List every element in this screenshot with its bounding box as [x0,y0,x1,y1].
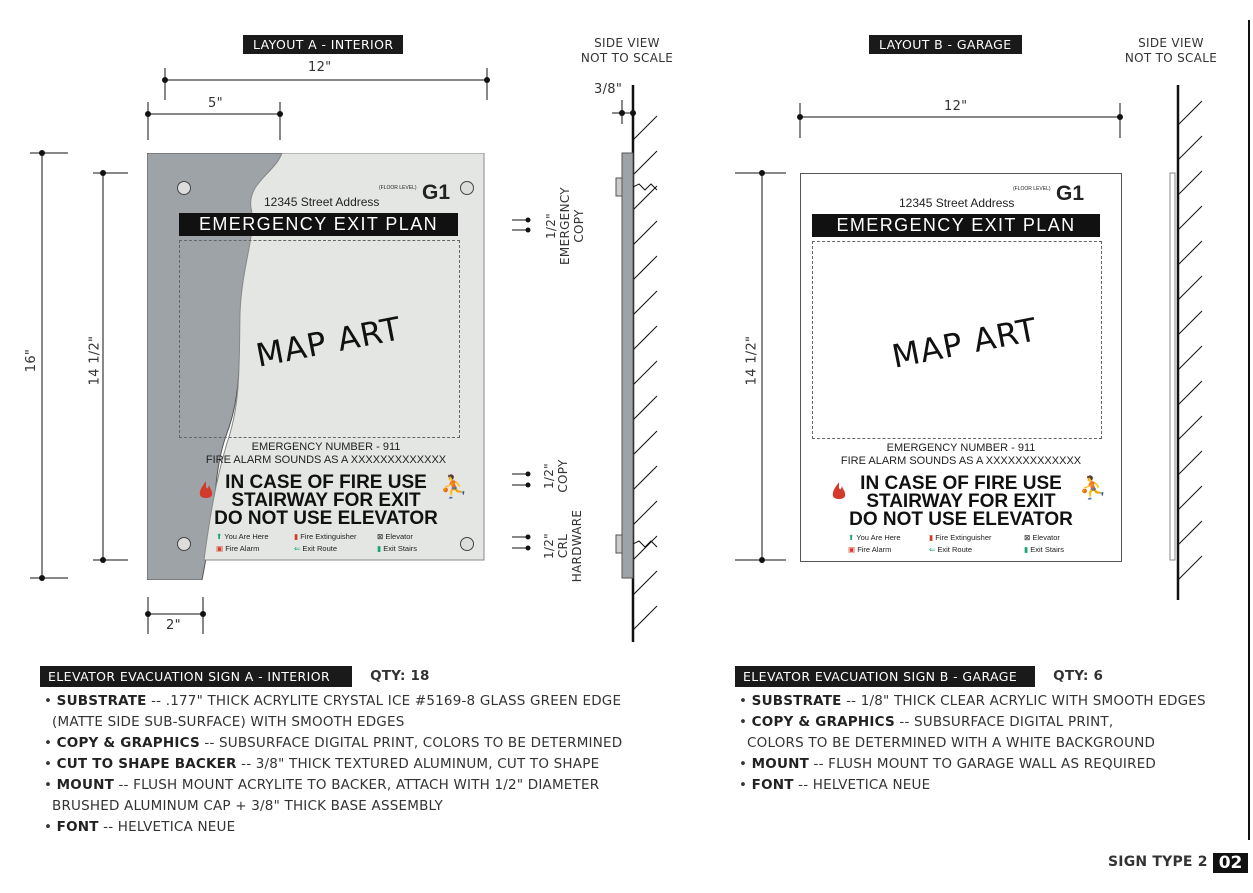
dim-2in: 2" [166,618,181,633]
layout-a-heading: LAYOUT A - INTERIOR [243,35,403,54]
spec-a-substrate: • SUBSTRATE -- .177" THICK ACRYLITE CRYSTAL ICE #5169-8 GLASS GREEN EDGE [44,693,622,709]
legend-exit-stairs: ▮ Exit Stairs [377,544,417,553]
spec-a-list [40,691,700,838]
layout-a-side-view-label [572,36,682,66]
legend-exit-route: ⇐ Exit Route [294,544,337,553]
dim-thickness: 3/8" [594,82,623,97]
dim-5in: 5" [208,96,223,111]
layout-b-side-view-label [1116,36,1226,66]
callout-hardware-dim: 1/2" [542,532,556,560]
spec-a [40,666,700,838]
callout-emergency-dim: 1/2" [544,212,558,240]
spec-a-backer: • CUT TO SHAPE BACKER -- 3/8" THICK TEXTURED ALUMINUM, CUT TO SHAPE [44,756,600,772]
sign-title: EMERGENCY EXIT PLAN [179,213,458,236]
spec-a-font: • FONT -- HELVETICA NEUE [44,819,236,835]
floor-level-label-b: (FLOOR LEVEL) [1013,186,1051,192]
dim-14-5-b: 14 1/2" [744,335,760,386]
sign-a [170,173,482,560]
callout-hardware-line-2: HARDWARE [570,509,584,583]
spec-b-heading: ELEVATOR EVACUATION SIGN B - GARAGE [735,666,1035,687]
spec-a-copy-graphics: • COPY & GRAPHICS -- SUBSURFACE DIGITAL PRINT, COLORS TO BE DETERMINED [44,735,623,751]
warning-b-line-1: IN CASE OF FIRE USE [860,473,1062,494]
legend-b-elevator: ⊠ Elevator [1024,533,1060,542]
screw-tl [177,181,191,195]
side-view-line-1: SIDE VIEW [594,36,660,50]
screw-bl [177,537,191,551]
map-art-label: MAP ART [252,309,405,375]
street-address-b: 12345 Street Address [899,196,1015,210]
spec-b-copy-graphics-cont: COLORS TO BE DETERMINED WITH A WHITE BACKGROUND [747,735,1156,751]
exit-stair-icon-b: ⛹ [1079,476,1107,501]
sign-type-footer [1108,852,1248,873]
legend-b-you-are-here: ⬆ You Are Here [848,533,901,542]
dim-width-a: 12" [308,60,332,75]
spec-a-substrate-cont: (MATTE SIDE SUB-SURFACE) WITH SMOOTH EDGES [52,714,405,730]
spec-a-qty: QTY: 18 [370,668,430,684]
emergency-number: EMERGENCY NUMBER - 911 [251,441,401,453]
side-view-b-line-1: SIDE VIEW [1138,36,1204,50]
exit-stair-icon: ⛹ [440,475,468,500]
spec-b-mount: • MOUNT -- FLUSH MOUNT TO GARAGE WALL AS REQUIRED [739,756,1157,772]
alarm-text: FIRE ALARM SOUNDS AS A XXXXXXXXXXXXX [205,454,447,466]
legend-b-fire-extinguisher: ▮ Fire Extinguisher [929,533,992,542]
screw-tr [460,181,474,195]
spec-b-font: • FONT -- HELVETICA NEUE [739,777,931,793]
callout-hardware [542,496,584,596]
sign-title-b: EMERGENCY EXIT PLAN [812,214,1100,237]
spec-b-list [735,691,1245,796]
side-view-line-2: NOT TO SCALE [580,51,674,65]
spec-b-copy-graphics: • COPY & GRAPHICS -- SUBSURFACE DIGITAL PRINT, [739,714,1114,730]
layout-b-heading: LAYOUT B - GARAGE [869,35,1022,54]
legend-fire-alarm: ▣ Fire Alarm [216,544,260,553]
spec-a-heading: ELEVATOR EVACUATION SIGN A - INTERIOR [40,666,352,687]
spec-b-qty: QTY: 6 [1053,668,1104,684]
spec-b-substrate: • SUBSTRATE -- 1/8" THICK CLEAR ACRYLIC WITH SMOOTH EDGES [739,693,1206,709]
legend-you-are-here: ⬆ You Are Here [216,532,269,541]
warning-line-1: IN CASE OF FIRE USE [225,472,427,493]
sign-type-label: SIGN TYPE 2 [1108,854,1208,870]
sign-type-number: 02 [1213,853,1249,873]
spec-b [735,666,1245,796]
warning-line-2: STAIRWAY FOR EXIT [231,490,421,511]
alarm-text-b: FIRE ALARM SOUNDS AS A XXXXXXXXXXXXX [840,455,1082,467]
floor-level-label: (FLOOR LEVEL) [379,185,417,191]
floor-number: G1 [422,181,451,204]
callout-copy-line: COPY [556,459,570,493]
callout-hardware-line-1: CRL [556,533,570,559]
legend-b-exit-route: ⇐ Exit Route [929,545,972,554]
map-art-label-b: MAP ART [888,310,1041,376]
dim-16in: 16" [24,348,40,373]
warning-line-3: DO NOT USE ELEVATOR [214,508,438,529]
callout-copy-dim: 1/2" [542,462,556,490]
warning-b-line-2: STAIRWAY FOR EXIT [866,491,1056,512]
legend-b-exit-stairs: ▮ Exit Stairs [1024,545,1064,554]
warning-b-line-3: DO NOT USE ELEVATOR [849,509,1073,530]
legend-b-fire-alarm: ▣ Fire Alarm [848,545,892,554]
callout-emergency-line-2: COPY [572,209,586,243]
screw-br [460,537,474,551]
callout-emergency-line-1: EMERGENCY [558,187,572,265]
dim-14-5-a: 14 1/2" [87,335,103,386]
legend-elevator: ⊠ Elevator [377,532,413,541]
floor-number-b: G1 [1056,182,1085,205]
legend-fire-extinguisher: ▮ Fire Extinguisher [294,532,357,541]
street-address: 12345 Street Address [264,195,380,209]
sign-b [800,173,1122,562]
spec-a-mount-cont: BRUSHED ALUMINUM CAP + 3/8" THICK BASE ASSEMBLY [52,798,443,814]
dim-width-b: 12" [944,99,968,114]
callout-emergency-copy [544,181,586,271]
emergency-number-b: EMERGENCY NUMBER - 911 [886,442,1036,454]
spec-a-mount: • MOUNT -- FLUSH MOUNT ACRYLITE TO BACKER, ATTACH WITH 1/2" DIAMETER [44,777,600,793]
side-view-b-line-2: NOT TO SCALE [1124,51,1218,65]
